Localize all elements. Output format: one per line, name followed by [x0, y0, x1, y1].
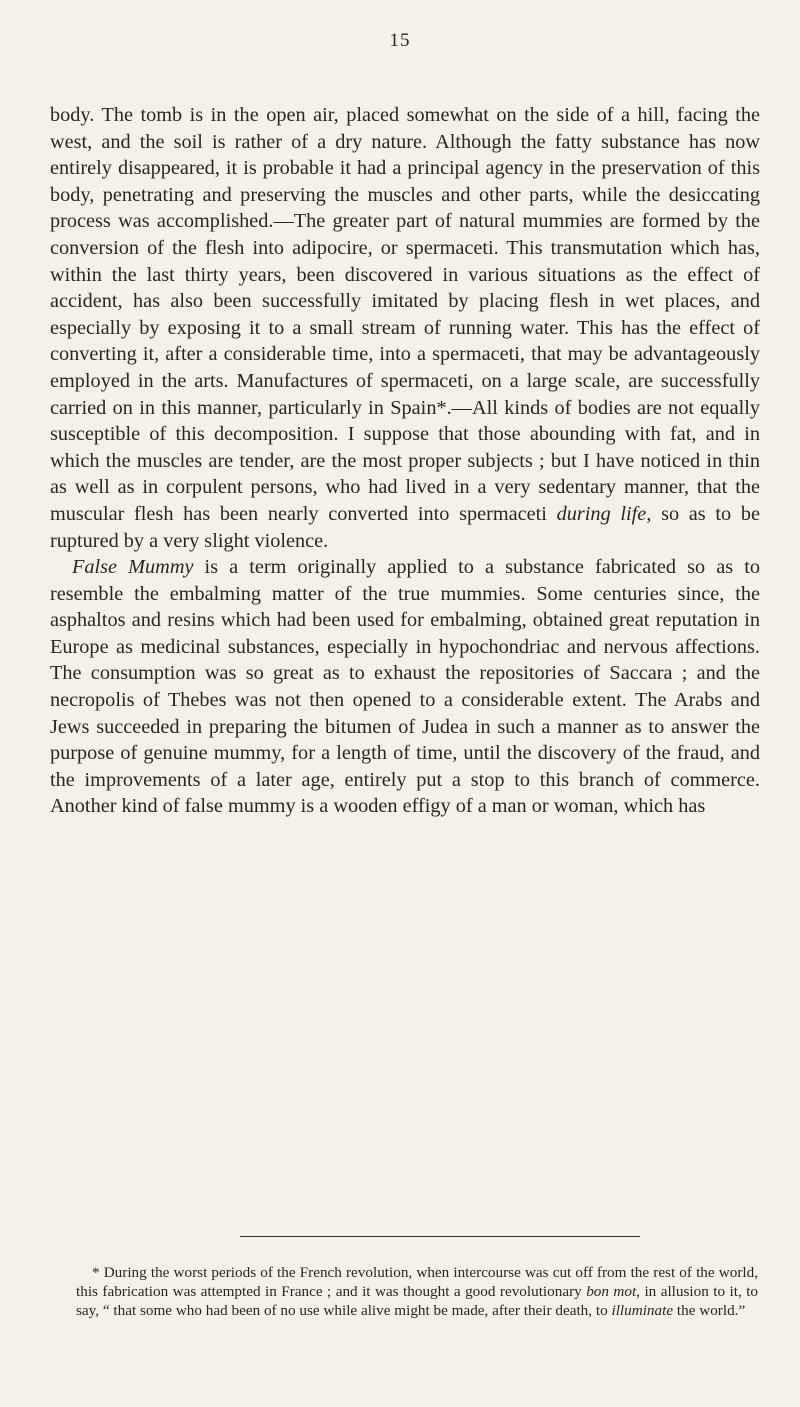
italic-phrase-bon-mot: bon mot	[586, 1283, 637, 1301]
footnote	[76, 1263, 758, 1320]
text-segment: the world.”	[673, 1302, 746, 1320]
page-number: 15	[389, 30, 411, 51]
footnote-divider	[240, 1236, 640, 1237]
text-segment: , in allusion to it, to say, “ that some who had been of no use while alive might be made, after their death, to	[76, 1283, 759, 1320]
italic-phrase-during-life: during life	[556, 502, 647, 525]
text-segment: , so as to be ruptured by a very slight violence.	[50, 502, 760, 552]
italic-term-false-mummy: False Mummy	[72, 556, 194, 579]
body-text	[50, 102, 760, 820]
text-segment: body. The tomb is in the open air, placed somewhat on the side of a hill, facing the west, and the soil is rather of a dry nature. Although the fatty substance has now entirely disappeared, it is probable it had a principal agency in the preservation of this body, penetrating and preserving the muscles and other parts, while the desiccating process was accomplished.—The greater part of natural mummies are formed by the conversion of the flesh into adipocire, or spermaceti. This transmutation which has, within the last thirty years, been discovered in various situations as the effect of accident, has also been successfully imitated by placing flesh in wet places, and especially by exposing it to a small stream of running water. This has the effect of converting it, after a considerable time, into a spermaceti, that may be advantageously employed in the arts. Manufactures of spermaceti, on a large scale, are successfully carried on in this manner, particularly in Spain*.—All kinds of bodies are not equally susceptible of this decomposition. I suppose that those abounding with fat, and in which the muscles are tender, are the most proper subjects ; but I have noticed in thin as well as in corpulent persons, who had lived in a very sedentary manner, that the muscular flesh has been nearly converted into spermaceti	[50, 104, 760, 525]
paragraph-false-mummy	[50, 554, 760, 820]
italic-word-illuminate: illuminate	[611, 1302, 674, 1320]
paragraph-adipocire	[50, 102, 760, 554]
text-segment: * During the worst periods of the French revolution, when intercourse was cut off from the rest of the world, this fabrication was attempted in France ; and it was thought a good revolutionary	[76, 1264, 758, 1301]
text-segment: is a term originally applied to a substance fabricated so as to resemble the embalming matter of the true mummies. Some centuries since, the asphaltos and resins which had been used for embalming, obtained great reputation in Europe as medicinal substances, especially in hypochondriac and nervous affections. The consumption was so great as to exhaust the repositories of Saccara ; and the necropolis of Thebes was not then opened to a considerable extent. The Arabs and Jews succeeded in preparing the bitumen of Judea in such a manner as to answer the purpose of genuine mummy, for a length of time, until the discovery of the fraud, and the improvements of a later age, entirely put a stop to this branch of commerce. Another kind of false mummy is a wooden effigy of a man or woman, which has	[50, 556, 760, 818]
